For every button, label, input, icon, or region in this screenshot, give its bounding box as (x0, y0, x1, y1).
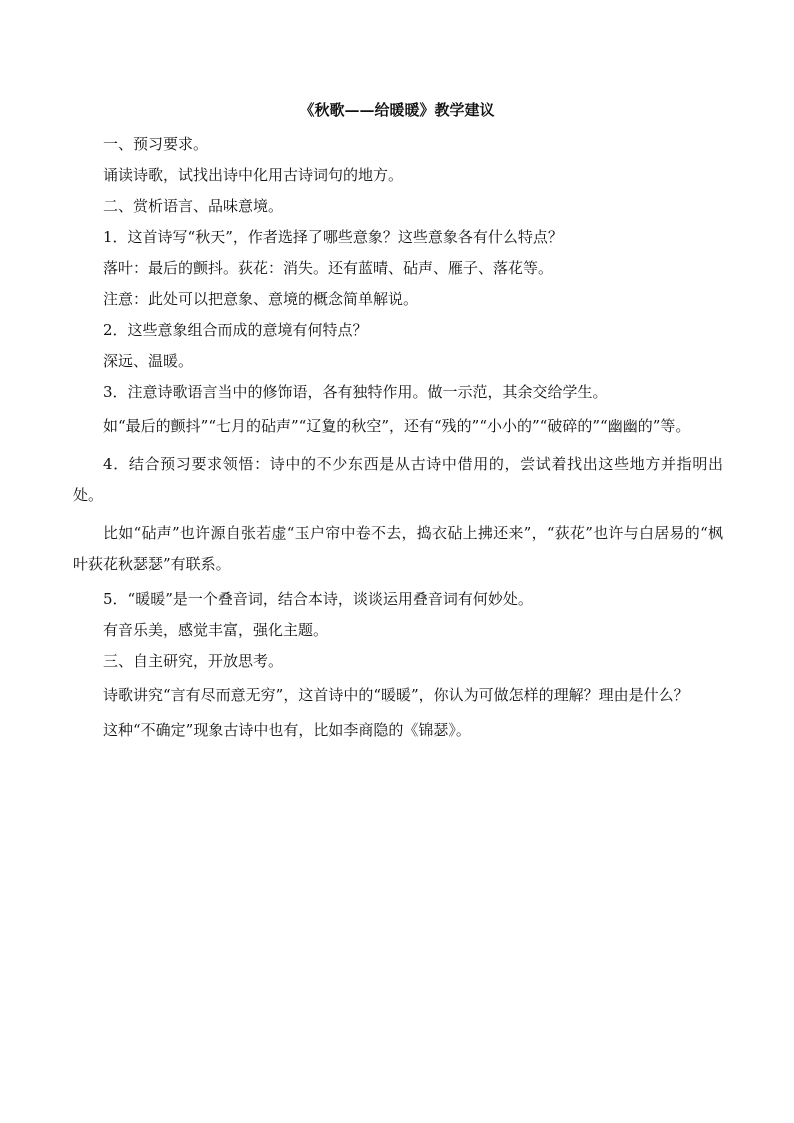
section-heading-appreciation: 二、赏析语言、品味意境。 (103, 197, 284, 215)
question-6: 诗歌讲究“言有尽而意无穷”，这首诗中的“暖暖”，你认为可做怎样的理解？理由是什么？ (103, 686, 689, 704)
answer-5: 有音乐美，感觉丰富，强化主题。 (103, 621, 329, 639)
paragraph: 诵读诗歌，试找出诗中化用古诗词句的地方。 (103, 166, 404, 184)
section-heading-preview: 一、预习要求。 (103, 135, 209, 153)
question-3: 3．注意诗歌语言当中的修饰语，各有独特作用。做一示范，其余交给学生。 (103, 383, 608, 401)
answer-1: 落叶：最后的颤抖。荻花：消失。还有蓝晴、砧声、雁子、落花等。 (103, 259, 554, 277)
answer-2: 深远、温暖。 (103, 352, 194, 370)
answer-3: 如“最后的颤抖”“七月的砧声”“辽夐的秋空”，还有“残的”“小小的”“破碎的”“幽幽的”等。 (103, 417, 691, 435)
answer-4: 比如“砧声”也许源自张若虚“玉户帘中卷不去，捣衣砧上拂还来”，“荻花”也许与白居易的“枫叶荻花秋瑟瑟”有联系。 (73, 524, 723, 573)
document-body (73, 132, 723, 749)
section-heading-research: 三、自主研究，开放思考。 (103, 652, 284, 670)
question-5: 5．“暖暖”是一个叠音词，结合本诗，谈谈运用叠音词有何妙处。 (103, 590, 533, 608)
question-4: 4．结合预习要求领悟：诗中的不少东西是从古诗中借用的，尝试着找出这些地方并指明出处。 (73, 455, 723, 504)
question-1: 1．这首诗写“秋天”，作者选择了哪些意象？这些意象各有什么特点？ (103, 228, 563, 246)
document-title: 《秋歌——给暖暖》教学建议 (299, 101, 495, 119)
question-2: 2．这些意象组合而成的意境有何特点？ (103, 321, 368, 339)
answer-6: 这种“不确定”现象古诗中也有，比如李商隐的《锦瑟》。 (103, 721, 471, 739)
note: 注意：此处可以把意象、意境的概念简单解说。 (103, 290, 419, 308)
